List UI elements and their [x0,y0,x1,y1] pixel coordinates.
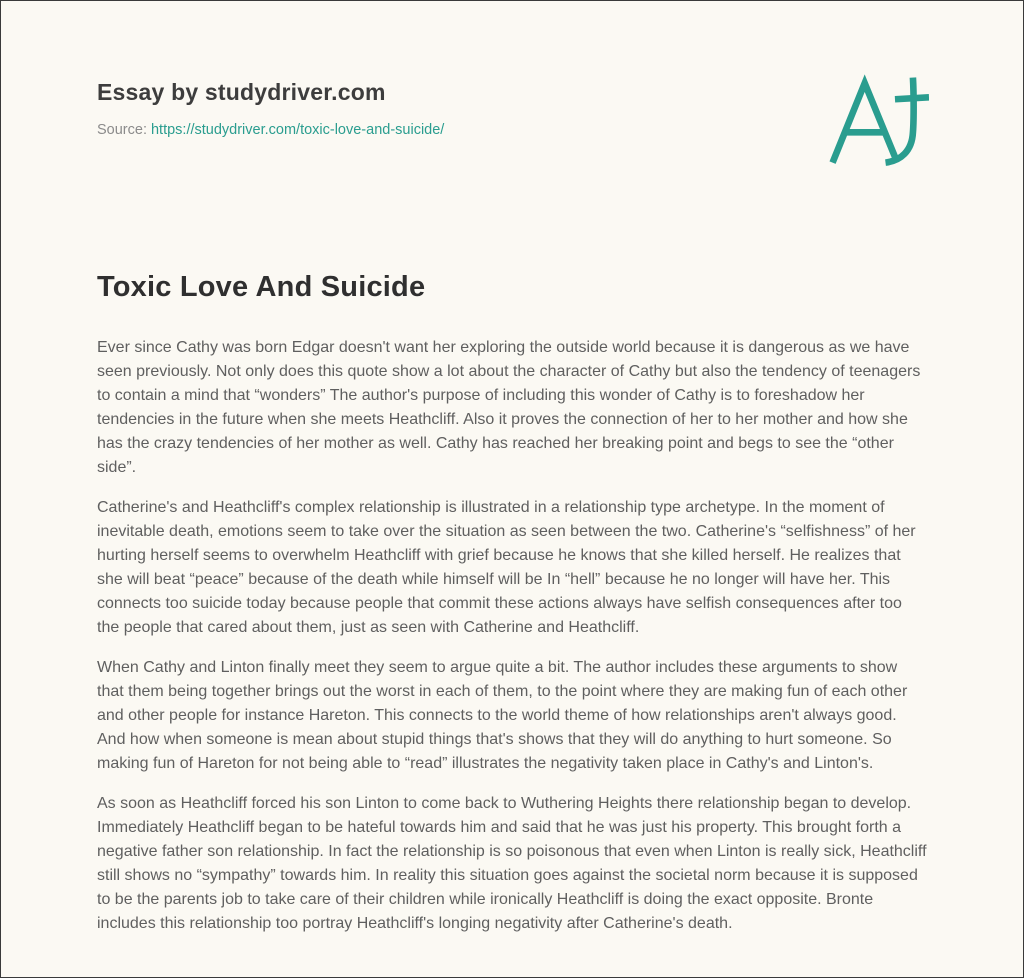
source-link[interactable]: https://studydriver.com/toxic-love-and-suicide/ [150,122,445,138]
logo-letter-a [833,83,895,162]
page-content [1,1,1023,936]
source-label: Source: [97,122,147,138]
source-line [97,122,444,138]
essay-paragraph: When Cathy and Linton finally meet they seem to argue quite a bit. The author includes these arguments to show that them being together brings out the worst in each of them, to the point where they are making fun of each other and other people for instance Hareton. This connects to the world theme of how relationships aren't always good. And how when someone is mean about stupid things that's shows that they will do anything to hurt someone. So making fun of Hareton for not being able to “read” illustrates the negativity taken place in Cathy's and Linton's. [97,659,908,772]
studydriver-logo-icon [825,73,929,169]
logo-dagger-crossbar [895,97,929,99]
essay-title: Toxic Love And Suicide [97,271,426,303]
essay-body [97,336,927,936]
essay-paragraph: As soon as Heathcliff forced his son Linton to come back to Wuthering Heights there relationship began to develop. Immediately Heathcliff began to be hateful towards him and said that he was just his property. This brought forth a negative father son relationship. In fact the relationship is so poisonous that even when Linton is really sick, Heathcliff still shows no “sympathy” towards him. In reality this situation goes against the societal norm because it is supposed to be the parents job to take care of their children while ironically Heathcliff is doing the exact opposite. Bronte includes this relationship too portray Heathcliff's longing negativity after Catherine's death. [97,795,927,932]
site-heading: Essay by studydriver.com [97,79,386,105]
header [97,73,927,169]
header-text-block [97,73,444,138]
essay-paragraph: Ever since Cathy was born Edgar doesn't want her exploring the outside world because it is dangerous as we have seen previously. Not only does this quote show a lot about the character of Cathy but also the tendency of teenagers to contain a mind that “wonders” The author's purpose of including this wonder of Cathy is to foreshadow her tendencies in the future when she meets Heathcliff. Also it proves the connection of her to her mother and how she has the crazy tendencies of her mother as well. Cathy has reached her breaking point and begs to see the “other side”. [97,339,921,476]
essay-paragraph: Catherine's and Heathcliff's complex relationship is illustrated in a relationship type archetype. In the moment of inevitable death, emotions seem to take over the situation as seen between the two. Catherine's “selfishness” of her hurting herself seems to overwhelm Heathcliff with grief because he knows that she killed herself. He realizes that she will beat “peace” because of the death while himself will be In “hell” because he no longer will have her. This connects too suicide today because people that commit these actions always have selfish consequences after too the people that cared about them, just as seen with Catherine and Heathcliff. [97,499,916,636]
